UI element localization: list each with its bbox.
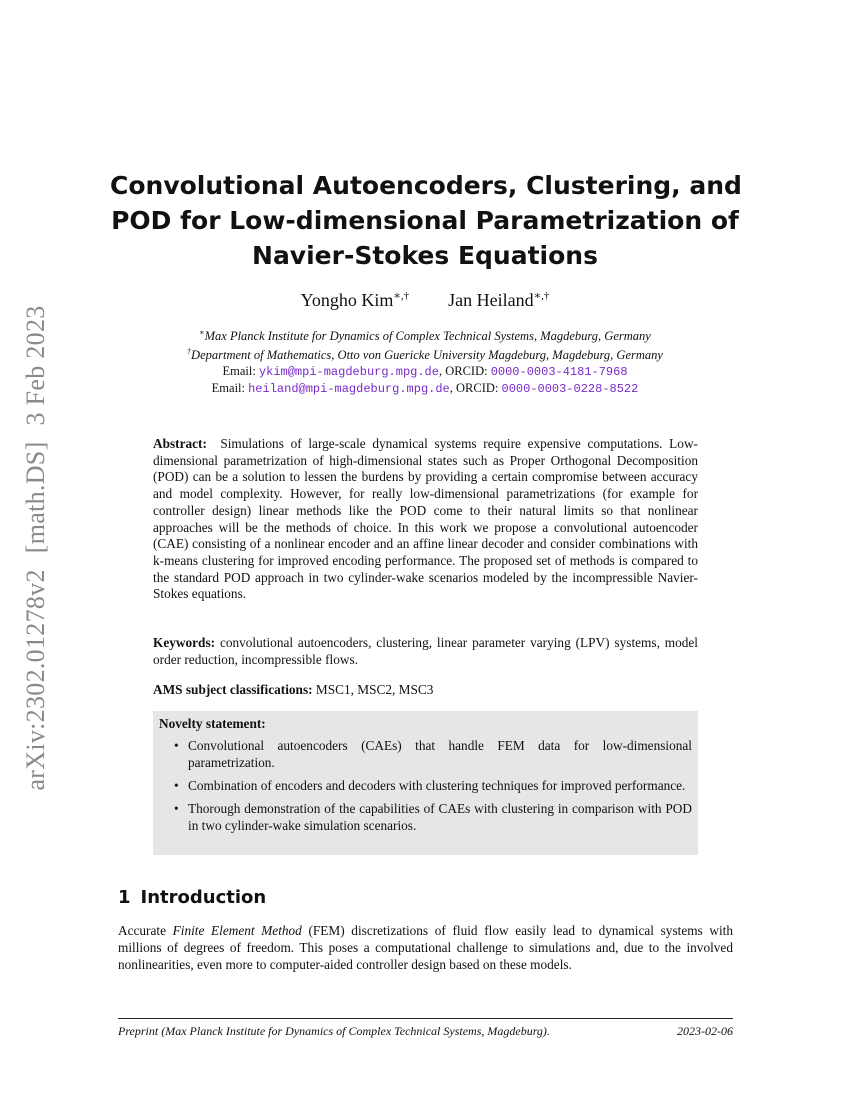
bullet-icon: •: [174, 801, 179, 816]
author-name: Jan Heiland: [448, 290, 534, 310]
list-item: [159, 737, 692, 771]
arxiv-date: 3 Feb 2023: [21, 305, 50, 426]
author-marks: ∗,†: [533, 290, 550, 302]
abstract: [153, 436, 698, 603]
title-line-3: Navier-Stokes Equations: [252, 241, 598, 270]
section-number: 1: [118, 887, 131, 908]
abstract-label: Abstract:: [153, 436, 207, 451]
list-item: [159, 800, 692, 834]
contact-line: [110, 363, 740, 380]
novelty-item-text: Convolutional autoencoders (CAEs) that handle FEM data for low-dimensional parametrization.: [188, 738, 692, 770]
novelty-item-text: Combination of encoders and decoders with clustering techniques for improved performance.: [188, 778, 686, 793]
email-label: Email:: [222, 364, 256, 379]
abstract-text: Simulations of large-scale dynamical systems require expensive computations. Low-dimensional parametrization of high-dimensional states such as Proper Orthogonal Decomposition (POD) can be a solution to lessen the burdens by providing a certain compromise between accuracy and model complexity. However, for really low-dimensional parametrizations (for example for controller design) linear methods like the POD come to their natural limits so that nonlinear approaches will be the methods of choice. In this work we propose a convolutional autoencoder (CAE) consisting of a nonlinear encoder and an affine linear decoder and consider combinations with k-means clustering for improved encoding performance. The proposed set of methods is compared to the standard POD approach in two cylinder-wake scenarios modeled by the incompressible Navier-Stokes equations.: [153, 436, 698, 602]
arxiv-id[interactable]: arXiv:2302.01278v2: [21, 569, 50, 791]
footer-date: 2023-02-06: [677, 1024, 733, 1038]
email-link[interactable]: heiland@mpi-magdeburg.mpg.de: [248, 382, 450, 397]
arxiv-stamp: [21, 289, 51, 790]
paper-title: [110, 168, 740, 273]
footer-preprint-note: Preprint (Max Planck Institute for Dynamics of Complex Technical Systems, Magdeburg).: [118, 1024, 550, 1038]
page-footer: [118, 1024, 733, 1039]
affiliations: [110, 325, 740, 397]
footer-divider: [118, 1018, 733, 1019]
keywords: [153, 634, 698, 668]
arxiv-category: [math.DS]: [21, 441, 50, 554]
keywords-label: Keywords:: [153, 635, 216, 650]
intro-term: Finite Element Method: [172, 923, 302, 938]
affiliation-mark: ∗: [199, 328, 205, 337]
email-link[interactable]: ykim@mpi-magdeburg.mpg.de: [258, 365, 439, 380]
affiliation-text: Max Planck Institute for Dynamics of Complex Technical Systems, Magdeburg, Germany: [204, 329, 651, 344]
bullet-icon: •: [174, 738, 179, 753]
ams-classifications: [153, 682, 698, 698]
affiliation-text: Department of Mathematics, Otto von Guericke University Magdeburg, Magdeburg, Germany: [191, 348, 663, 363]
orcid-link[interactable]: 0000-0003-4181-7968: [490, 365, 628, 380]
ams-text: MSC1, MSC2, MSC3: [315, 682, 434, 697]
novelty-item-text: Thorough demonstration of the capabilities of CAEs with clustering in comparison with POD in two cylinder-wake simulation scenarios.: [188, 801, 692, 833]
email-label: Email:: [211, 381, 245, 396]
title-line-2: POD for Low-dimensional Parametrization of: [111, 206, 739, 235]
contact-line: [110, 380, 740, 397]
bullet-icon: •: [174, 778, 179, 793]
novelty-heading: Novelty statement:: [159, 716, 266, 731]
orcid-label: , ORCID:: [449, 381, 499, 396]
section-heading: [118, 887, 266, 908]
section-title: Introduction: [140, 887, 267, 908]
intro-text-before: Accurate: [118, 923, 173, 938]
affiliation-mark: †: [187, 347, 192, 357]
intro-paragraph: [118, 922, 733, 973]
intro-text-after: (FEM) discretizations of fluid flow easily lead to dynamical systems with millions of degrees of freedom. This poses a computational challenge to simulations and, due to the involved nonlinearities, even more to computer-aided controller design based on these models.: [118, 923, 734, 972]
keywords-text: convolutional autoencoders, clustering, linear parameter varying (LPV) systems, model order reduction, incompressible flows.: [153, 635, 699, 667]
orcid-label: , ORCID:: [438, 364, 488, 379]
novelty-statement-box: [153, 711, 698, 855]
orcid-link[interactable]: 0000-0003-0228-8522: [501, 382, 639, 397]
title-line-1: Convolutional Autoencoders, Clustering, and: [110, 171, 742, 200]
affiliation-line: [110, 344, 740, 363]
ams-label: AMS subject classifications:: [153, 682, 313, 697]
author-name: Yongho Kim: [300, 290, 394, 310]
affiliation-line: [110, 325, 740, 344]
author-marks: ∗,†: [393, 290, 410, 302]
author-list: [110, 289, 740, 311]
novelty-list: [159, 737, 692, 834]
list-item: [159, 777, 692, 794]
